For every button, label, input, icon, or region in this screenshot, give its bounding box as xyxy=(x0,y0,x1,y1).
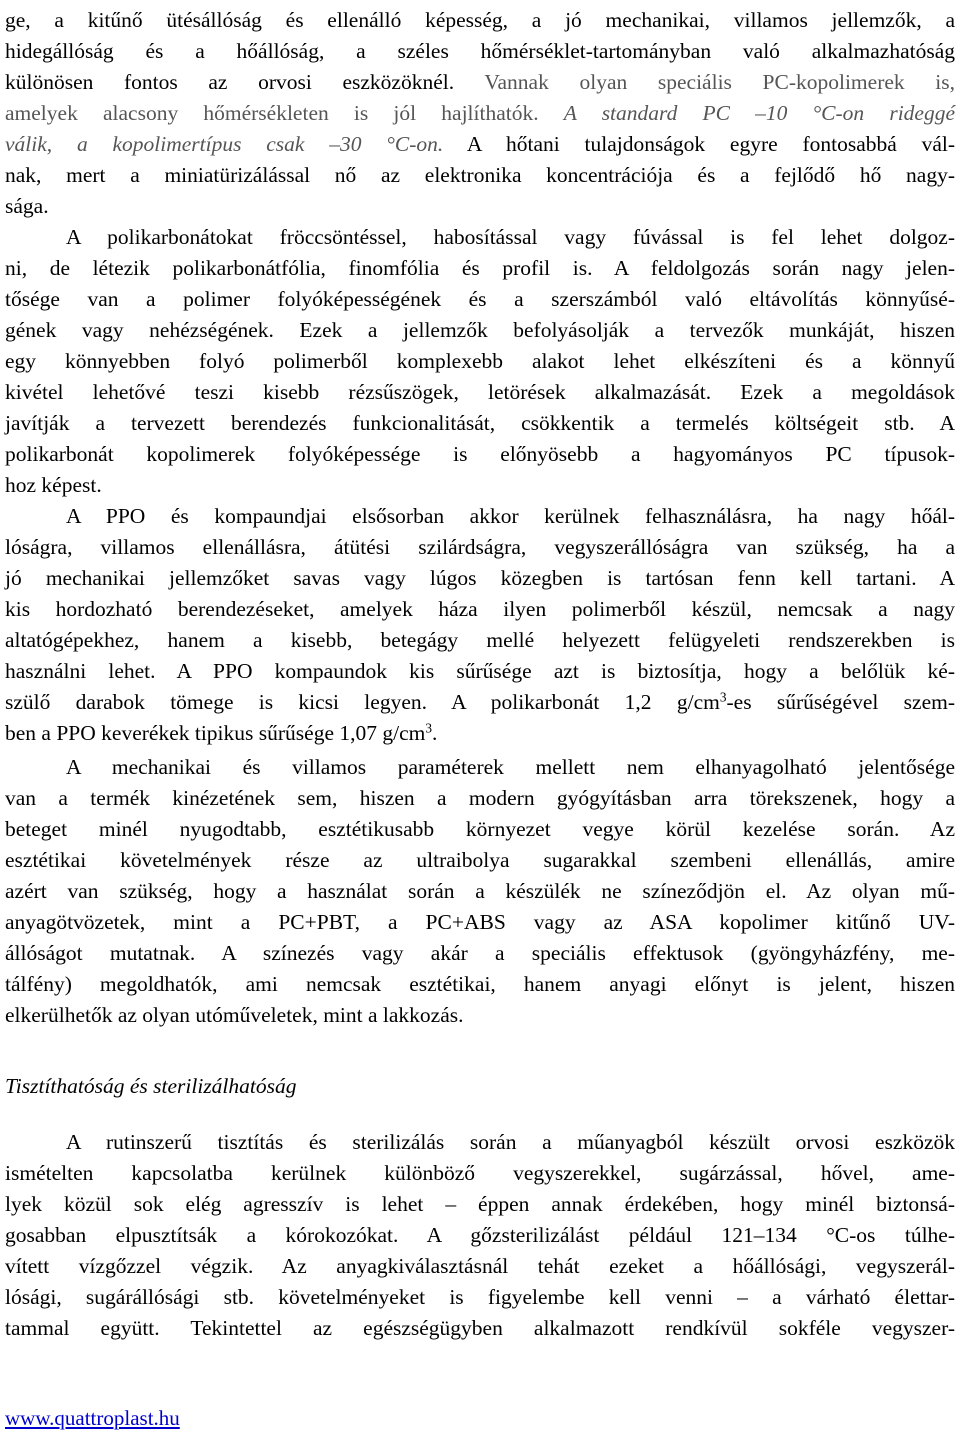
text-line: ismételten kapcsolatba kerülnek különböző vegyszerekkel, sugárzással, hővel, ame- xyxy=(5,1161,955,1185)
text-line: jó mechanikai jellemzőket savas vagy lúgos közegben is tartósan fenn kell tartani. A xyxy=(5,566,955,590)
text-line: nak, mert a miniatürizálással nő az elektronika koncentrációja és a fejlődő hő nagy- xyxy=(5,163,955,187)
text-line: van a termék kinézetének sem, hiszen a modern gyógyításban arra törekszenek, hogy a xyxy=(5,786,955,810)
text-line: tősége van a polimer folyóképességének és a szerszámból való eltávolítás könnyűsé- xyxy=(5,287,955,311)
text-line: altatógépekhez, hanem a kisebb, betegágy mellé helyezett felügyeleti rendszerekben is xyxy=(5,628,955,652)
text-line: A rutinszerű tisztítás és sterilizálás során a műanyagból készült orvosi eszközök xyxy=(66,1130,955,1154)
text-line: vített vízgőzzel végzik. Az anyagkiválasztásnál tehát ezeket a hőállósági, vegyszerál- xyxy=(5,1254,955,1278)
text-span: -es sűrűségével szem- xyxy=(726,690,955,714)
text-span: ben a PPO keverékek tipikus sűrűsége 1,07 g/cm xyxy=(5,721,426,745)
highlighted-text-span: Vannak olyan speciális PC-kopolimerek is, xyxy=(484,70,955,94)
text-line: javítják a tervezett berendezés funkcionalitását, csökkentik a termelés költségeit stb. A xyxy=(5,411,955,435)
text-line: anyagötvözetek, mint a PC+PBT, a PC+ABS vagy az ASA kopolimer kitűnő UV- xyxy=(5,910,955,934)
text-line: egy könnyebben folyó polimerből komplexebb alakot lehet elkészíteni és a könnyű xyxy=(5,349,955,373)
footer-website-link[interactable]: www.quattroplast.hu xyxy=(5,1406,180,1430)
text-line: beteget minél nyugodtabb, esztétikusabb környezet vegye körül kezelése során. Az xyxy=(5,817,955,841)
highlighted-italic-span: A standard PC –10 °C-on rideggé xyxy=(563,101,956,125)
text-line xyxy=(5,67,955,98)
text-line: állóságot mutatnak. A színezés vagy akár a speciális effektusok (gyöngyházfény, me- xyxy=(5,941,955,965)
text-line: sága. xyxy=(5,194,49,218)
text-line: kis hordozható berendezéseket, amelyek háza ilyen polimerből készül, nemcsak a nagy xyxy=(5,597,955,621)
text-line: ni, de létezik polikarbonátfólia, finomfólia és profil is. A feldolgozás során nagy jelen- xyxy=(5,256,955,280)
text-line: lóságra, villamos ellenállásra, átütési szilárdságra, vegyszerállóságra van szükség, ha a xyxy=(5,535,955,559)
text-line: tammal együtt. Tekintettel az egészségügyben alkalmazott rendkívül sokféle vegyszer- xyxy=(5,1316,955,1340)
superscript: 3 xyxy=(719,689,727,705)
text-line: hidegállóság és a hőállóság, a széles hőmérséklet-tartományban való alkalmazhatóság xyxy=(5,39,955,63)
text-line: esztétikai követelmények része az ultraibolya sugarakkal szembeni ellenállás, amire xyxy=(5,848,955,872)
text-line: azért van szükség, hogy a használat során a készülék ne színeződjön el. Az olyan mű- xyxy=(5,879,955,903)
text-line: lyek közül sok elég agresszív is lehet – éppen annak érdekében, hogy minél biztonsá- xyxy=(5,1192,955,1216)
highlighted-italic-span: válik, a kopolimertípus csak –30 °C-on. xyxy=(5,132,444,156)
text-line: lósági, sugárállósági stb. követelményeket is figyelembe kell venni – a várható élettar- xyxy=(5,1285,955,1309)
text-line: A mechanikai és villamos paraméterek mellett nem elhanyagolható jelentősége xyxy=(66,755,955,779)
text-line: kivétel lehetővé teszi kisebb rézsűszögek, letörések alkalmazását. Ezek a megoldások xyxy=(5,380,955,404)
text-line: elkerülhetők az olyan utóműveletek, mint a lakkozás. xyxy=(5,1003,464,1027)
text-line: A polikarbonátokat fröccsöntéssel, habosítással vagy fúvással is fel lehet dolgoz- xyxy=(66,225,955,249)
text-line: ge, a kitűnő ütésállóság és ellenálló képesség, a jó mechanikai, villamos jellemzők, a xyxy=(5,8,955,32)
text-span: szülő darabok tömege is kicsi legyen. A polikarbonát 1,2 g/cm xyxy=(5,690,720,714)
text-line xyxy=(5,129,955,160)
text-span: . xyxy=(432,721,438,745)
text-line: gének vagy nehézségének. Ezek a jellemzők befolyásolják a tervezők munkáját, hiszen xyxy=(5,318,955,342)
text-line xyxy=(5,687,955,718)
section-heading: Tisztíthatóság és sterilizálhatóság xyxy=(5,1074,297,1098)
text-line: gosabban elpusztítsák a kórokozókat. A gőzsterilizálást például 121–134 °C-os túlhe- xyxy=(5,1223,955,1247)
text-line xyxy=(5,98,955,129)
text-line: polikarbonát kopolimerek folyóképessége is előnyösebb a hagyományos PC típusok- xyxy=(5,442,955,466)
text-span: A hőtani tulajdonságok egyre fontosabbá vál- xyxy=(466,132,955,156)
highlighted-text-span: amelyek alacsony hőmérsékleten is jól hajlíthatók. xyxy=(5,101,539,125)
text-span: különösen fontos az orvosi eszközöknél. xyxy=(5,70,455,94)
text-line xyxy=(5,718,955,749)
text-line: A PPO és kompaundjai elsősorban akkor kerülnek felhasználásra, ha nagy hőál- xyxy=(66,504,955,528)
text-line: hoz képest. xyxy=(5,473,102,497)
superscript: 3 xyxy=(425,720,433,736)
text-line: tálfény) megoldhatók, ami nemcsak esztétikai, hanem anyagi előnyt is jelent, hiszen xyxy=(5,972,955,996)
text-line: használni lehet. A PPO kompaundok kis sűrűsége azt is biztosítja, hogy a belőlük ké- xyxy=(5,659,955,683)
